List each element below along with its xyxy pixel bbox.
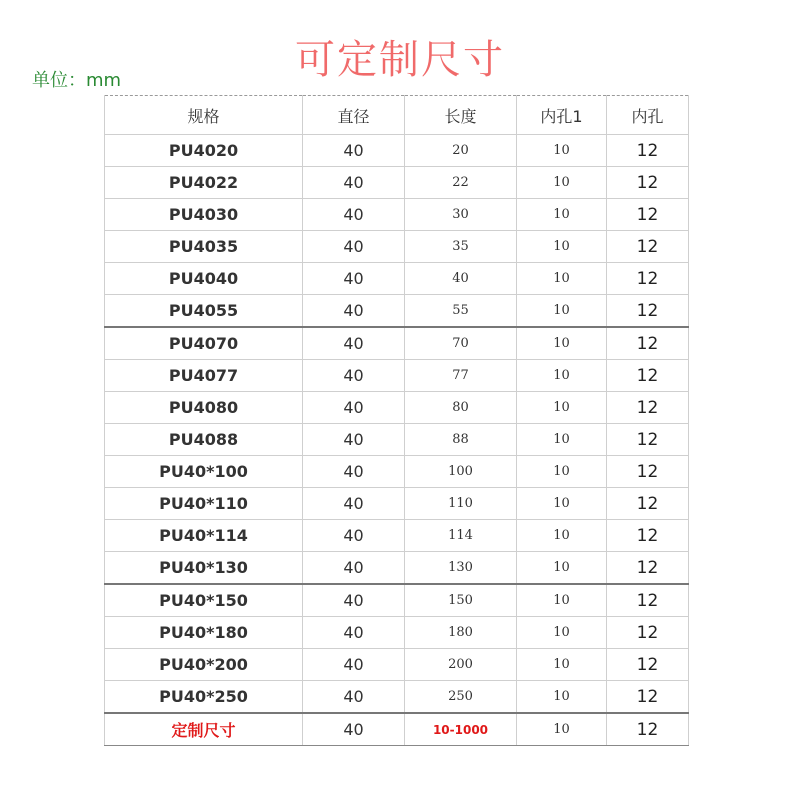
cell-inner-hole: 12 xyxy=(607,456,689,488)
cell-length: 20 xyxy=(405,135,517,167)
cell-inner-hole-1: 10 xyxy=(517,681,607,714)
cell-inner-hole-1: 10 xyxy=(517,135,607,167)
cell-length: 150 xyxy=(405,584,517,617)
cell-diameter: 40 xyxy=(303,392,405,424)
cell-diameter: 40 xyxy=(303,327,405,360)
cell-diameter: 40 xyxy=(303,584,405,617)
cell-length: 22 xyxy=(405,167,517,199)
cell-length: 10-1000 xyxy=(405,713,517,746)
cell-length: 40 xyxy=(405,263,517,295)
cell-spec: PU40*250 xyxy=(105,681,303,714)
table-row xyxy=(105,295,689,328)
cell-spec: PU40*130 xyxy=(105,552,303,585)
table-row xyxy=(105,488,689,520)
cell-diameter: 40 xyxy=(303,713,405,746)
table-header-row xyxy=(105,96,689,135)
table-row-custom xyxy=(105,713,689,746)
cell-spec: PU40*150 xyxy=(105,584,303,617)
cell-diameter: 40 xyxy=(303,231,405,263)
header-length: 长度 xyxy=(405,96,517,135)
cell-inner-hole: 12 xyxy=(607,231,689,263)
table-row xyxy=(105,584,689,617)
table-row xyxy=(105,617,689,649)
table-row xyxy=(105,327,689,360)
cell-inner-hole: 12 xyxy=(607,360,689,392)
page-title: 可定制尺寸 xyxy=(295,37,505,83)
table-row xyxy=(105,552,689,585)
cell-inner-hole-1: 10 xyxy=(517,392,607,424)
cell-inner-hole: 12 xyxy=(607,392,689,424)
cell-inner-hole-1: 10 xyxy=(517,167,607,199)
table-row xyxy=(105,649,689,681)
header-inner-hole: 内孔 xyxy=(607,96,689,135)
header-diameter: 直径 xyxy=(303,96,405,135)
cell-spec: PU4055 xyxy=(105,295,303,328)
cell-inner-hole-1: 10 xyxy=(517,360,607,392)
table-row xyxy=(105,135,689,167)
cell-length: 200 xyxy=(405,649,517,681)
cell-inner-hole: 12 xyxy=(607,584,689,617)
cell-spec: PU4030 xyxy=(105,199,303,231)
table-row xyxy=(105,360,689,392)
cell-length: 110 xyxy=(405,488,517,520)
cell-spec: PU4020 xyxy=(105,135,303,167)
cell-inner-hole: 12 xyxy=(607,713,689,746)
header-spec: 规格 xyxy=(105,96,303,135)
cell-inner-hole-1: 10 xyxy=(517,617,607,649)
cell-length: 30 xyxy=(405,199,517,231)
cell-diameter: 40 xyxy=(303,520,405,552)
cell-diameter: 40 xyxy=(303,135,405,167)
table-row xyxy=(105,263,689,295)
cell-diameter: 40 xyxy=(303,552,405,585)
cell-diameter: 40 xyxy=(303,295,405,328)
cell-spec: PU4022 xyxy=(105,167,303,199)
spec-table xyxy=(104,95,689,746)
cell-length: 70 xyxy=(405,327,517,360)
table-row xyxy=(105,167,689,199)
cell-inner-hole-1: 10 xyxy=(517,520,607,552)
cell-inner-hole: 12 xyxy=(607,263,689,295)
cell-inner-hole: 12 xyxy=(607,617,689,649)
cell-spec: PU4077 xyxy=(105,360,303,392)
cell-inner-hole-1: 10 xyxy=(517,649,607,681)
cell-spec: PU4035 xyxy=(105,231,303,263)
cell-inner-hole-1: 10 xyxy=(517,327,607,360)
cell-spec: PU40*180 xyxy=(105,617,303,649)
cell-inner-hole: 12 xyxy=(607,424,689,456)
cell-spec: PU40*110 xyxy=(105,488,303,520)
unit-label: 单位：mm xyxy=(32,70,122,91)
cell-inner-hole: 12 xyxy=(607,488,689,520)
cell-length: 80 xyxy=(405,392,517,424)
table-row xyxy=(105,392,689,424)
cell-diameter: 40 xyxy=(303,488,405,520)
cell-inner-hole: 12 xyxy=(607,167,689,199)
table-row xyxy=(105,520,689,552)
cell-length: 88 xyxy=(405,424,517,456)
cell-inner-hole: 12 xyxy=(607,135,689,167)
cell-length: 77 xyxy=(405,360,517,392)
cell-diameter: 40 xyxy=(303,360,405,392)
header-inner-hole-1: 内孔1 xyxy=(517,96,607,135)
cell-length: 130 xyxy=(405,552,517,585)
cell-inner-hole: 12 xyxy=(607,520,689,552)
table-row xyxy=(105,424,689,456)
cell-length: 35 xyxy=(405,231,517,263)
cell-inner-hole: 12 xyxy=(607,295,689,328)
cell-inner-hole-1: 10 xyxy=(517,456,607,488)
cell-inner-hole-1: 10 xyxy=(517,231,607,263)
cell-spec: 定制尺寸 xyxy=(105,713,303,746)
cell-inner-hole: 12 xyxy=(607,327,689,360)
cell-spec: PU4080 xyxy=(105,392,303,424)
cell-diameter: 40 xyxy=(303,617,405,649)
cell-inner-hole-1: 10 xyxy=(517,295,607,328)
cell-length: 114 xyxy=(405,520,517,552)
cell-spec: PU4088 xyxy=(105,424,303,456)
cell-spec: PU4040 xyxy=(105,263,303,295)
cell-inner-hole-1: 10 xyxy=(517,424,607,456)
table-row xyxy=(105,681,689,714)
table-row xyxy=(105,231,689,263)
cell-length: 100 xyxy=(405,456,517,488)
cell-inner-hole-1: 10 xyxy=(517,584,607,617)
cell-diameter: 40 xyxy=(303,167,405,199)
cell-inner-hole-1: 10 xyxy=(517,199,607,231)
cell-diameter: 40 xyxy=(303,199,405,231)
cell-inner-hole-1: 10 xyxy=(517,263,607,295)
table-row xyxy=(105,199,689,231)
cell-diameter: 40 xyxy=(303,456,405,488)
cell-diameter: 40 xyxy=(303,424,405,456)
cell-inner-hole-1: 10 xyxy=(517,552,607,585)
cell-length: 55 xyxy=(405,295,517,328)
cell-inner-hole: 12 xyxy=(607,681,689,714)
cell-inner-hole: 12 xyxy=(607,649,689,681)
cell-inner-hole-1: 10 xyxy=(517,488,607,520)
cell-diameter: 40 xyxy=(303,649,405,681)
cell-inner-hole: 12 xyxy=(607,552,689,585)
cell-diameter: 40 xyxy=(303,681,405,714)
cell-spec: PU40*100 xyxy=(105,456,303,488)
cell-inner-hole: 12 xyxy=(607,199,689,231)
cell-inner-hole-1: 10 xyxy=(517,713,607,746)
cell-spec: PU4070 xyxy=(105,327,303,360)
cell-length: 250 xyxy=(405,681,517,714)
cell-length: 180 xyxy=(405,617,517,649)
cell-spec: PU40*114 xyxy=(105,520,303,552)
cell-diameter: 40 xyxy=(303,263,405,295)
table-row xyxy=(105,456,689,488)
cell-spec: PU40*200 xyxy=(105,649,303,681)
